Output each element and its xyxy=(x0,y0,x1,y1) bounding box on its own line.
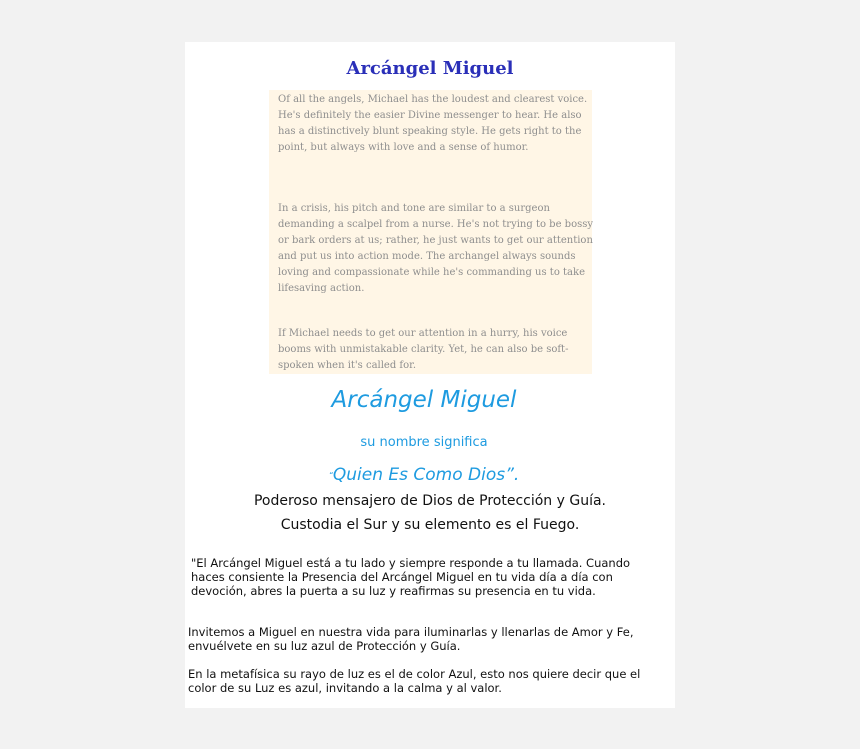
quote-paragraph: In a crisis, his pitch and tone are similar to a surgeon demanding a scalpel from a nurse. He's not trying to be bossy or bark orders at us; rather, he just wants to get our attention and put us into action mode. The archangel always sounds loving and compassionate while he's commanding us to take lifesaving action. xyxy=(278,203,593,294)
description-line-2: Custodia el Sur y su elemento es el Fuego. xyxy=(280,517,580,533)
quote-box xyxy=(269,90,592,374)
body-paragraph: "El Arcángel Miguel está a tu lado y siempre responde a tu llamada. Cuando haces consiente la Presencia del Arcángel Miguel en tu vida día a día con devoción, abres la puerta a su luz y reafirmas su presencia en tu vida. xyxy=(191,556,631,598)
meaning-value xyxy=(185,465,663,485)
meaning-label: su nombre significa xyxy=(360,435,488,450)
description-line-1: Poderoso mensajero de Dios de Protección y Guía. xyxy=(253,493,607,509)
body-paragraph: En la metafísica su rayo de luz es el de color Azul, esto nos quiere decir que el color de su Luz es azul, invitando a la calma y al valor. xyxy=(188,667,641,695)
document-page xyxy=(185,42,675,708)
opening-quote-mark: “ xyxy=(328,471,333,480)
main-title: Arcángel Miguel xyxy=(331,387,517,413)
quote-paragraph: Of all the angels, Michael has the loudest and clearest voice. He's definitely the easier Divine messenger to hear. He also has a distinctively blunt speaking style. He gets right to the point, but always with love and a sense of humor. xyxy=(278,94,588,153)
quote-paragraph: If Michael needs to get our attention in a hurry, his voice booms with unmistakable clarity. Yet, he can also be soft-spoken when it's called for. xyxy=(278,328,569,371)
header-title: Arcángel Miguel xyxy=(346,58,514,79)
body-paragraph: Invitemos a Miguel en nuestra vida para iluminarlas y llenarlas de Amor y Fe, envuélvete en su luz azul de Protección y Guía. xyxy=(188,625,634,653)
meaning-text: Quien Es Como Dios”. xyxy=(332,465,520,485)
